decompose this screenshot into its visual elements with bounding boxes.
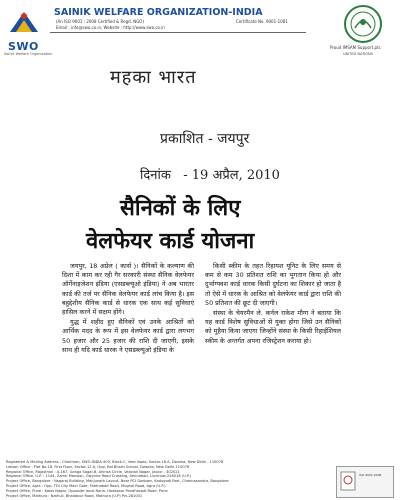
footer-addresses bbox=[6, 460, 306, 498]
date-value: 19 अप्रैल, 2010 bbox=[191, 168, 280, 183]
logo-subtitle: Sainik Welfare Organization bbox=[4, 52, 53, 56]
seal-icon bbox=[340, 471, 356, 491]
published-dash: - bbox=[207, 131, 218, 147]
regional-up-address: Regional Office, U.P. : 1144, Zamir Mansion, Gwynne Road Crossing, Aminabad, Lucknow-226018 (U.P.) bbox=[6, 474, 192, 479]
date-label: दिनांक bbox=[140, 168, 171, 183]
certificate-number: Certificate No. 9001-1081 bbox=[236, 19, 288, 24]
badge-caption: Proud IMSAM Support.ptc bbox=[330, 45, 381, 50]
registration-text: (An ISO 9001 : 2008 Certified & Regd. NGO) bbox=[56, 19, 145, 24]
liaison-address: Liaison Office : Plot No.18, First Floor, Sector-12 A, Opp. Bal Bharti School, Dwarka, New Delhi-110078 bbox=[6, 464, 190, 469]
headline-line-2: वेलफेयर कार्ड योजना bbox=[86, 229, 255, 254]
iso-certificate-seal bbox=[336, 466, 394, 498]
regional-rajasthan-address: Regional Office, Rajasthan : A-167, Ganga Sagar-B, Ahinsa Circle, Vaishali Nagar, Jaipur - 302021 bbox=[6, 469, 180, 474]
contact-text: Email : info@swo.co.in, Website : http://www.swo.co.in bbox=[56, 25, 165, 30]
imsam-badge-icon bbox=[343, 4, 383, 44]
organization-name: SAINIK WELFARE ORGANIZATION-INDIA bbox=[54, 7, 263, 18]
article-paragraph: युद्ध में शहीद हुए सैनिकों एवं उनके आश्रितों को आर्थिक मदद के रूप में इस वेलफेयर कार्ड द्वारा लगभग 50 हजार और 25 हजार की राशि दी जाएगी, इसके साथ ही यदि कार्ड धारक ने एसडब्ल्यूओ इंडिया के bbox=[62, 318, 194, 354]
article-paragraph: संस्था के चेयरमैन ले. कर्नल राकेश मौग्ग ने बताया कि यह कार्ड विशेष सुविधाओं से युक्त होगा जिसे उन सैनिकों को मुहैया किया जाएगा जिन्होंने संस्था के किसी रिहाईशियल स्कीम के अन्तर्गत अपना रजिस्ट्रेशन कराया हो। bbox=[205, 309, 341, 345]
published-place: जयपुर bbox=[217, 131, 250, 147]
project-pune-address: Project Office, Pune : Kalas Nagar, Opposite Janai Nana, Hadapsar Pandhavadi Road, Pune bbox=[6, 488, 168, 493]
article-paragraph: जयपुर, 18 अप्रेल ( कार्स )। सैनिकों के कल्याण की दिशा में काम कर रही गैर सरकारी संस्था सैनिक वेलफेयर ऑर्गेनाइजेशन इंडिया (एसडब्ल्यूओ इंडिया) ने अब भारतर कार्ड की तर्ज पर सैनिक वेलफेयर कार्ड लांच किया है। इस बहुद्देशीय सैनिक कार्ड से धारक एक साथ कई सुविधाएं हासिल करने में सक्षम होंगे। bbox=[62, 262, 194, 317]
headline-line-1: सैनिकों के लिए bbox=[120, 196, 241, 221]
registered-address: Registered & Mailing Address : Chairman, SWO-INDIA 409, Block-C, Veer Awas, Sector-18 A, Dwarka, New Delhi - 110078 bbox=[6, 460, 224, 464]
date-dash: - bbox=[174, 168, 192, 183]
project-agra-address: Project Office, Agra : Opp. TDI City Main Gate, Fatehabad Road, Mughal Road, Agra (U.P.) bbox=[6, 483, 166, 488]
badge-subtitle: UNITED NATIONS bbox=[343, 52, 373, 56]
published-line bbox=[160, 129, 249, 148]
cert-label: ISO 9001:2008 bbox=[359, 473, 382, 477]
published-label: प्रकाशित bbox=[160, 131, 204, 147]
project-mathura-address: Project Office, Mathura : Nathuli, Bhalatpur Road, Mathura (U.P) Pin-281001 bbox=[6, 493, 143, 498]
swo-logo-icon bbox=[6, 6, 42, 40]
newspaper-name: महका भारत bbox=[110, 67, 197, 88]
project-bangalore-address: Project Office, Bangalore : Nagaraj Building, Manjunath Layout, Near PCI Godown, Kadugodi Post, Channasandra, Bangalore bbox=[6, 479, 229, 484]
article-column-2 bbox=[205, 262, 341, 442]
date-line bbox=[140, 165, 280, 183]
logo-text: SWO bbox=[8, 40, 39, 53]
article-paragraph: किसी स्कीम के तहत रिहायश यूनिट के लिए समय से कम से कम 30 प्रतिशत राशि का भुगतान किया हो और दुर्भाग्यवश कार्ड धारक किसी दुर्घटना का शिकार हो जाता है तो ऐसे में धारक के आश्रित को वेलफेयर कार्ड द्वारा राशि की 50 प्रतिशत की छूट दी जाएगी। bbox=[205, 262, 341, 307]
article-column-1 bbox=[62, 262, 194, 412]
header-divider bbox=[50, 32, 306, 33]
